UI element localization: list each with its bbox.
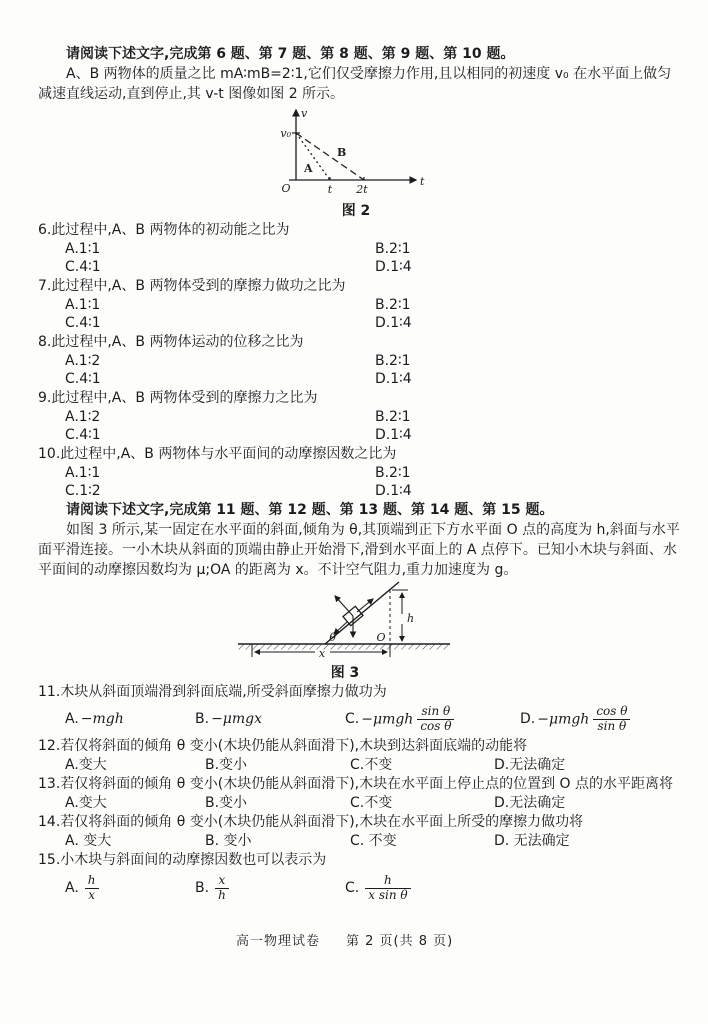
fraction [593,705,630,734]
fraction [417,705,454,734]
option-b [195,710,345,728]
option-c: C.4∶1 [65,427,101,443]
formula: −μmgh [537,711,590,727]
option-b: B.2∶1 [375,241,411,257]
v0-label: v₀ [280,127,291,140]
question-number: 13. [38,776,61,792]
question-10-stem [38,444,680,464]
option-d: D.1∶4 [375,315,412,331]
stem-text: 此过程中,A、B 两物体的初动能之比为 [51,222,290,238]
section2-instruction: 请阅读下述文字,完成第 11 题、第 12 题、第 13 题、第 14 题、第 15 题。 [66,502,554,518]
option-a: A.1∶1 [65,297,101,313]
tick2-label: 2t [356,183,368,196]
option-b: B.2∶1 [375,465,411,481]
question-number: 14. [38,814,61,830]
option-a: A.1∶2 [65,409,101,425]
option-c: C.不变 [350,757,393,773]
fraction [215,874,229,903]
option-b: B.变小 [205,757,248,773]
normal-force-arrow [335,596,353,616]
stem-text: 若仅将斜面的倾角 θ 变小(木块仍能从斜面滑下),木块到达斜面底端的动能将 [60,738,528,754]
page-footer [38,930,680,949]
option-b: B.2∶1 [375,409,411,425]
exam-title: 高一物理试卷 [236,934,321,949]
question-7-stem [38,276,680,296]
question-12-stem [38,736,680,756]
option-c: C.1∶2 [65,483,101,499]
option-label: B. [195,711,210,727]
question-number: 11. [38,684,61,700]
stem-text: 若仅将斜面的倾角 θ 变小(木块仍能从斜面滑下),木块在水平面上所受的摩擦力做功将 [60,814,584,830]
question-6 [38,220,680,276]
question-number: 12. [38,738,61,754]
option-label: D. [520,711,536,727]
formula: −μmgx [211,711,263,727]
origin-point-label: O [376,631,386,644]
option-d: D.无法确定 [494,795,566,811]
question-8-options [65,352,680,388]
question-number: 9. [38,390,52,406]
question-15-options [65,870,680,906]
question-11-stem [38,682,680,702]
option-a [65,710,195,728]
question-number: 15. [38,852,61,868]
section1-instruction: 请阅读下述文字,完成第 6 题、第 7 题、第 8 题、第 9 题、第 10 题。 [66,46,515,62]
question-12-options [65,756,680,774]
figure2-caption: 图 2 [341,203,371,219]
question-7-options [65,296,680,332]
numerator: h [87,872,96,887]
figure2 [256,104,456,220]
option-label: A. [65,711,79,727]
fraction [365,874,410,903]
option-label: C. [345,711,360,727]
page-number: 第 2 页(共 8 页) [346,934,454,949]
question-6-stem [38,220,680,240]
option-c: C.4∶1 [65,371,101,387]
option-c: C. 不变 [350,833,397,849]
question-10-options [65,464,680,500]
incline-diagram [230,580,460,660]
stem-text: 此过程中,A、B 两物体与水平面间的动摩擦因数之比为 [60,446,397,462]
option-d: D.无法确定 [494,757,566,773]
question-6-options [65,240,680,276]
question-12 [38,736,680,774]
question-13-options [65,794,680,812]
option-a [65,874,195,903]
option-b: B.变小 [205,795,248,811]
height-label: h [407,612,415,625]
question-11 [38,682,680,736]
option-d: D.1∶4 [375,371,412,387]
option-c: C.4∶1 [65,315,101,331]
question-15 [38,850,680,906]
option-d: D.1∶4 [375,427,412,443]
question-9-stem [38,388,680,408]
question-7 [38,276,680,332]
option-b: B.2∶1 [375,353,411,369]
question-13 [38,774,680,812]
question-11-options [65,702,680,736]
fraction [85,874,99,903]
question-10 [38,444,680,500]
line-a-label: A [304,162,313,175]
denominator: x [85,888,99,903]
option-c: C.4∶1 [65,259,101,275]
question-9-options [65,408,680,444]
numerator: h [384,872,392,887]
denominator: cos θ [417,719,454,734]
denominator: x sin θ [365,888,410,903]
denominator: h [215,888,229,903]
stem-text: 此过程中,A、B 两物体运动的位移之比为 [51,334,304,350]
theta-label: θ [329,631,336,644]
origin-label: O [281,182,291,195]
option-d [520,705,680,734]
question-number: 6. [38,222,52,238]
option-d: D. 无法确定 [494,833,570,849]
question-15-stem [38,850,680,870]
option-c [345,705,520,734]
option-label: A. [65,880,79,896]
figure3 [230,580,460,682]
option-a: A.1∶1 [65,465,101,481]
option-c: C.不变 [350,795,393,811]
question-8-stem [38,332,680,352]
stem-text: 若仅将斜面的倾角 θ 变小(木块仍能从斜面滑下),木块在水平面上停止点的位置到 O 点的水平距离将 [60,776,674,792]
line-a [296,133,330,180]
stem-text: 木块从斜面顶端滑到斜面底端,所受斜面摩擦力做功为 [60,684,387,700]
question-13-stem [38,774,680,794]
denominator: sin θ [593,719,630,734]
line-b-label: B [337,146,347,159]
option-a: A.1∶2 [65,353,101,369]
stem-text: 小木块与斜面间的动摩擦因数也可以表示为 [60,852,327,868]
option-d: D.1∶4 [375,259,412,275]
section1-passage: A、B 两物体的质量之比 mA∶mB=2∶1,它们仅受摩擦力作用,且以相同的初速度 v₀ 在水平面上做匀减速直线运动,直到停止,其 v-t 图像如图 2 所示。 [38,66,672,102]
question-number: 8. [38,334,52,350]
option-d: D.1∶4 [375,483,412,499]
question-14-stem [38,812,680,832]
incline-line [325,582,399,644]
formula: −mgh [80,711,124,727]
question-number: 7. [38,278,52,294]
option-c [345,874,680,903]
option-b: B.2∶1 [375,297,411,313]
stem-text: 此过程中,A、B 两物体受到的摩擦力做功之比为 [51,278,346,294]
option-a: A. 变大 [65,833,112,849]
numerator: cos θ [596,703,628,718]
numerator: sin θ [421,703,451,718]
tick1-label: t [327,183,333,196]
option-label: B. [195,880,210,896]
formula: −μmgh [361,711,414,727]
question-14-options [65,832,680,850]
option-b: B. 变小 [205,833,252,849]
option-a: A.变大 [65,757,107,773]
y-axis-label: v [301,107,308,120]
section2-passage: 如图 3 所示,某一固定在水平面的斜面,倾角为 θ,其顶端到正下方水平面 O 点的高度为 h,斜面与水平面平滑连接。一小木块从斜面的顶端由静止开始滑下,滑到水平面上的 A 点停下。已知小木块与斜面、水平面间的动摩擦因数均为 μ;OA 的距离为 x。不计空气阻力,重力加速度为 g。 [38,522,680,578]
option-b [195,874,345,903]
numerator: x [218,872,226,887]
question-9 [38,388,680,444]
distance-label: x [318,647,326,660]
ground-hatching [238,645,450,650]
option-label: C. [345,880,360,896]
stem-text: 此过程中,A、B 两物体受到的摩擦力之比为 [51,390,318,406]
option-a: A.变大 [65,795,107,811]
x-axis-label: t [420,175,425,188]
question-number: 10. [38,446,61,462]
figure3-caption: 图 3 [330,665,360,681]
option-a: A.1∶1 [65,241,101,257]
question-8 [38,332,680,388]
vt-graph [256,104,456,198]
question-14 [38,812,680,850]
